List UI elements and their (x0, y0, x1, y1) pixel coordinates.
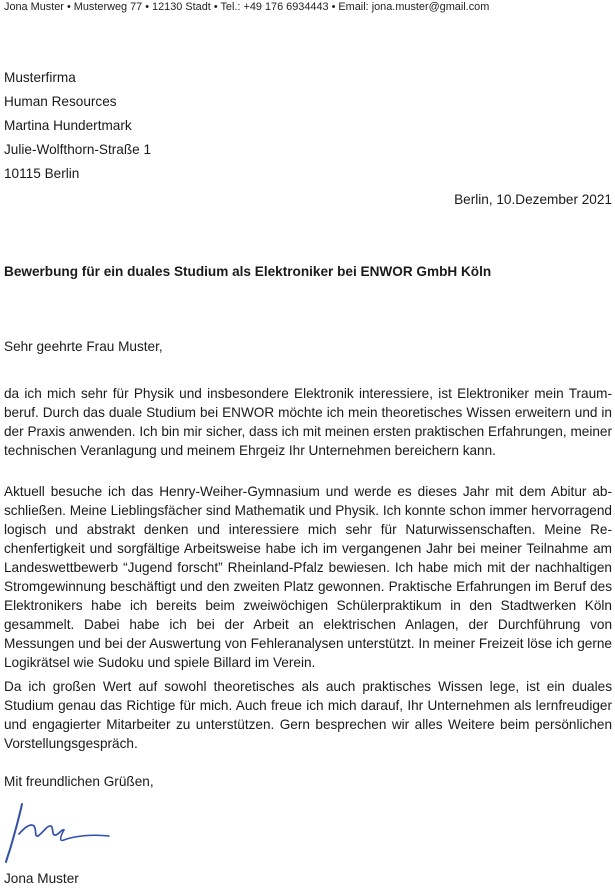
salutation: Sehr geehrte Frau Muster, (4, 339, 163, 354)
body-paragraph-3: Da ich großen Wert auf sowohl theoretisches als auch praktisches Wissen lege, ist ein duales Studium genau das Richtige für mich. Auch freue ich mich darauf, Ihr Unternehmen als lernfreudiger und engagierter Mitarbeiter zu unterstützen. Gern besprechen wir alles Weitere beim persönlichen Vorstellungsgespräch. (4, 679, 612, 751)
recipient-department: Human Resources (4, 94, 117, 109)
recipient-address (4, 66, 151, 186)
body-paragraph-2: Aktuell besuche ich das Henry-Weiher-Gymnasium und werde es dieses Jahr mit dem Abitur abschließen. Meine Lieblingsfächer sind Mathematik und Physik. Ich konnte schon immer hervorragend logisch und abstrakt denken und interessiere mich sehr für Naturwissenschaften. Meine Rechenfertigkeit und sorgfältige Arbeitsweise habe ich im vergangenen Jahr bei meiner Teilnahme am Landeswettbewerb “Jugend forscht” Rheinland-Pfalz bewiesen. Ich habe mich mit der nachhaltigen Stromgewinnung beschäftigt und den zweiten Platz gewonnen. Praktische Erfahrungen im Beruf des Elektronikers habe ich bereits beim zweiwöchigen Schülerpraktikum in den Stadtwerken Köln gesammelt. Dabei habe ich bei der Arbeit an elektrischen Anlagen, der Durchführung von Messungen und bei der Auswertung von Fehleranalysen unterstützt. In meiner Freizeit löse ich gerne Logikrätsel wie Sudoku und spiele Billard im Verein. (4, 484, 612, 670)
recipient-contact: Martina Hundertmark (4, 118, 132, 133)
body-paragraph-1: da ich mich sehr für Physik und insbesondere Elektronik interessiere, ist Elektroniker mein Traumberuf. Durch das duale Studium bei ENWOR möchte ich mein theoretisches Wissen erweitern und in der Praxis anwenden. Ich bin mir sicher, dass ich mit meinen ersten praktischen Erfahrungen, meiner technischen Veranlagung und meinem Ehrgeiz Ihr Unternehmen bereichern kann. (4, 386, 612, 458)
letter-date: Berlin, 10.Dezember 2021 (454, 192, 612, 207)
sender-line: Jona Muster • Musterweg 77 • 12130 Stadt • Tel.: +49 176 6934443 • Email: jona.muster@gmail.com (4, 1, 490, 13)
recipient-company: Musterfirma (4, 70, 76, 85)
recipient-city: 10115 Berlin (4, 166, 80, 181)
recipient-street: Julie-Wolfthorn-Straße 1 (4, 142, 152, 157)
signer-name: Jona Muster (4, 871, 79, 886)
subject-line: Bewerbung für ein duales Studium als Elektroniker bei ENWOR GmbH Köln (4, 264, 492, 279)
closing-phrase: Mit freundlichen Grüßen, (4, 774, 154, 789)
handwritten-signature (2, 800, 112, 866)
